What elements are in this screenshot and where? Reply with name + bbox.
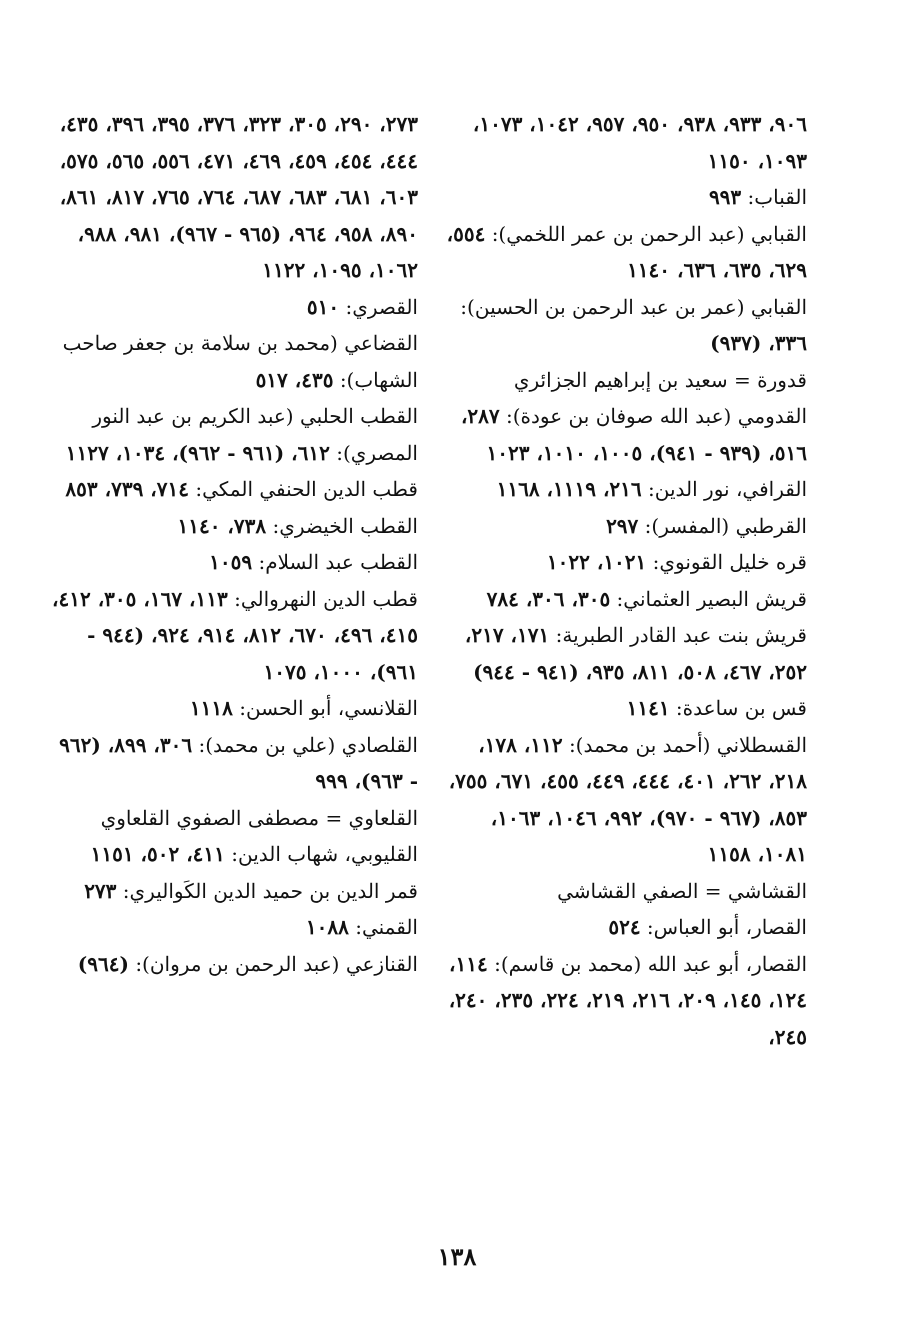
index-entry xyxy=(46,873,418,910)
entry-name: القبابي (عمر بن عبد الرحمن بن الحسين): xyxy=(460,294,807,319)
index-entry xyxy=(46,471,418,508)
index-entry xyxy=(435,508,807,545)
entry-name: قريش البصير العثماني: xyxy=(616,586,807,611)
entry-pages: ٣٠٦، ٨٩٩، (٩٦٢ - ٩٦٣)، ٩٩٩ xyxy=(59,732,418,793)
entry-name: قره خليل القونوي: xyxy=(652,550,807,574)
entry-name: قريش بنت عبد القادر الطبرية: xyxy=(555,623,807,647)
index-entry xyxy=(435,289,807,362)
index-entry xyxy=(435,617,807,690)
entry-pages: ٤٣٥، ٥١٧ xyxy=(255,367,334,392)
index-entry xyxy=(46,325,418,398)
index-entry xyxy=(46,836,418,873)
index-entry xyxy=(46,508,418,545)
entry-name: القسطلاني (أحمد بن محمد): xyxy=(568,732,807,757)
index-entry xyxy=(46,690,418,727)
index-column-right xyxy=(435,106,807,1055)
entry-name: القضاعي (محمد بن سلامة بن جعفر صاحب الشهاب): xyxy=(62,331,418,392)
entry-pages: ٤١١، ٥٠٢، ١١٥١ xyxy=(90,842,225,866)
entry-name: القرافي، نور الدين: xyxy=(648,477,807,501)
entry-pages: ٥٢٤ xyxy=(608,915,641,939)
index-entry xyxy=(435,179,807,216)
entry-pages: (٩٦٤) xyxy=(77,951,129,976)
index-column-left xyxy=(46,106,418,982)
index-entry xyxy=(435,544,807,581)
entry-name: قطب الدين النهروالي: xyxy=(234,586,418,611)
index-entry xyxy=(46,909,418,946)
entry-name: القصري: xyxy=(345,294,418,319)
index-entry xyxy=(435,106,807,179)
entry-pages: ٧١٤، ٧٣٩، ٨٥٣ xyxy=(65,477,189,501)
index-entry xyxy=(46,946,418,983)
entry-pages: ٢١٦، ١١١٩، ١١٦٨ xyxy=(496,477,642,501)
index-entry xyxy=(46,800,418,837)
entry-pages: ٥١٠ xyxy=(306,294,340,319)
entry-name: القلانسي، أبو الحسن: xyxy=(239,696,418,720)
index-entry xyxy=(435,690,807,727)
entry-pages: ٣٠٥، ٣٠٦، ٧٨٤ xyxy=(486,586,611,611)
entry-name: القمني: xyxy=(355,915,418,939)
index-entry xyxy=(46,106,418,289)
index-entry xyxy=(435,216,807,289)
entry-name: القباب: xyxy=(747,185,807,209)
index-entry xyxy=(435,581,807,618)
entry-name: القصار، أبو عبد الله (محمد بن قاسم): xyxy=(494,951,807,976)
index-entry xyxy=(46,398,418,471)
entry-name: القشاشي = الصفي القشاشي xyxy=(557,878,807,903)
entry-pages: ١١٤، ١٢٤، ١٤٥، ٢٠٩، ٢١٦، ٢١٩، ٢٢٤، ٢٣٥، ٢٤٠، ٢٤٥، xyxy=(448,951,807,1049)
index-entry xyxy=(46,727,418,800)
entry-name: القلصادي (علي بن محمد): xyxy=(198,732,418,757)
entry-pages: ٩٩٣ xyxy=(708,185,742,209)
entry-pages: ٢٧٣، ٢٩٠، ٣٠٥، ٣٢٣، ٣٧٦، ٣٩٥، ٣٩٦، ٤٣٥، ٤٤٤، ٤٥٤، ٤٥٩، ٤٦٩، ٤٧١، ٥٥٦، ٥٦٥، ٥٧٥، ٦٠٣، ٦٨١، ٦٨٣، ٦٨٧، ٧٦٤، ٧٦٥، ٨١٧، ٨٦١، ٨٩٠، ٩٥٨، ٩٦٤، (٩٦٥ - ٩٦٧)، ٩٨١، ٩٨٨، ١٠٦٢، ١٠٩٥، ١١٢٢ xyxy=(59,112,418,282)
entry-name: القدومي (عبد الله صوفان بن عودة): xyxy=(506,404,807,428)
entry-pages: ١١٢، ١٧٨، ٢١٨، ٢٦٢، ٤٠١، ٤٤٤، ٤٤٩، ٤٥٥، ٦٧١، ٧٥٥، ٨٥٣، (٩٦٧ - ٩٧٠)، ٩٩٢، ١٠٤٦، ١٠٦٣، ١٠٨١، ١١٥٨ xyxy=(448,732,807,866)
entry-name: القرطبي (المفسر): xyxy=(644,513,807,538)
entry-name: القبابي (عبد الرحمن بن عمر اللخمي): xyxy=(491,221,807,246)
entry-pages: ١٠٥٩ xyxy=(209,550,253,574)
entry-pages: ٥٥٤، ٦٢٩، ٦٣٥، ٦٣٦، ١١٤٠ xyxy=(446,221,807,282)
entry-name: قمر الدين بن حميد الدين الكَواليري: xyxy=(122,878,418,903)
entry-name: القطب عبد السلام: xyxy=(258,550,418,574)
entry-pages: ١١٣، ١٦٧، ٣٠٥، ٤١٢، ٤١٥، ٤٩٦، ٦٧٠، ٨١٢، ٩١٤، ٩٢٤، (٩٤٤ - ٩٦١)، ١٠٠٠، ١٠٧٥ xyxy=(52,586,418,684)
index-entry xyxy=(435,909,807,946)
entry-pages: ١٠٢١، ١٠٢٢ xyxy=(546,550,647,574)
entry-pages: ١٠٨٨ xyxy=(305,915,349,939)
index-entry xyxy=(435,471,807,508)
entry-name: القنازعي (عبد الرحمن بن مروان): xyxy=(135,951,418,976)
entry-pages: ٧٣٨، ١١٤٠ xyxy=(177,513,267,538)
index-entry xyxy=(46,289,418,326)
index-entry xyxy=(46,544,418,581)
entry-name: القليوبي، شهاب الدين: xyxy=(231,842,418,866)
entry-name: قطب الدين الحنفي المكي: xyxy=(195,477,418,501)
entry-name: قدورة = سعيد بن إبراهيم الجزائري xyxy=(513,367,807,392)
entry-pages: ١١١٨ xyxy=(189,696,233,720)
index-entry xyxy=(435,873,807,910)
entry-name: قس بن ساعدة: xyxy=(675,696,807,720)
index-entry xyxy=(46,581,418,691)
entry-name: القلعاوي = مصطفى الصفوي القلعاوي xyxy=(100,805,418,830)
index-entry xyxy=(435,362,807,399)
entry-pages: ٩٠٦، ٩٣٣، ٩٣٨، ٩٥٠، ٩٥٧، ١٠٤٢، ١٠٧٣، ١٠٩٣، ١١٥٠ xyxy=(472,112,807,173)
index-entry xyxy=(435,398,807,471)
entry-name: القصار، أبو العباس: xyxy=(646,915,807,939)
entry-pages: ١١٤١ xyxy=(626,696,670,720)
entry-pages: ٦١٢، (٩٦١ - ٩٦٢)، ١٠٣٤، ١١٢٧ xyxy=(65,440,330,465)
entry-pages: ٢٧٣ xyxy=(84,878,117,903)
entry-name: القطب الحلبي (عبد الكريم بن عبد النور المصري): xyxy=(92,404,418,465)
entry-pages: ١٧١، ٢١٧، ٢٥٢، ٤٦٧، ٥٠٨، ٨١١، ٩٣٥، (٩٤١ - ٩٤٤) xyxy=(464,623,807,684)
entry-pages: ٢٩٧ xyxy=(606,513,639,538)
entry-pages: ٣٣٦، (٩٣٧) xyxy=(710,331,807,355)
index-entry xyxy=(435,727,807,873)
entry-pages: ٢٨٧، ٥١٦، (٩٣٩ - ٩٤١)، ١٠٠٥، ١٠١٠، ١٠٢٣ xyxy=(460,404,807,465)
page-number: ١٣٨ xyxy=(437,1242,477,1271)
entry-name: القطب الخيضري: xyxy=(272,513,418,538)
index-entry xyxy=(435,946,807,1056)
